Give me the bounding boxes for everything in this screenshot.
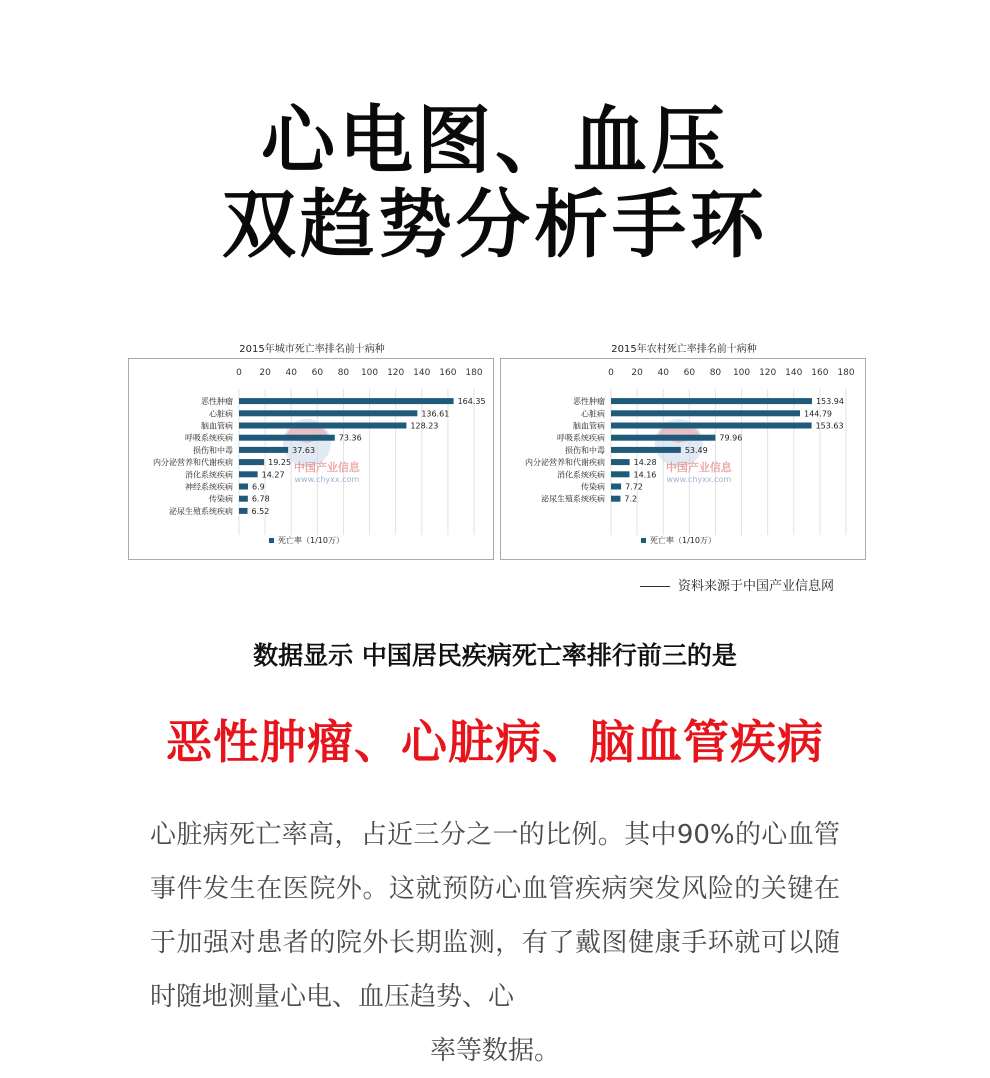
chart-title: 2015年城市死亡率排名前十病种 — [239, 344, 385, 355]
category-label: 损伤和中毒 — [565, 445, 605, 455]
bar — [239, 447, 288, 453]
value-label: 164.35 — [457, 397, 486, 407]
watermark-url: www.chyxx.com — [294, 475, 360, 484]
bar — [611, 459, 630, 465]
x-tick-label: 20 — [631, 368, 643, 378]
bar — [239, 471, 258, 477]
legend-swatch — [269, 538, 274, 543]
value-label: 128.23 — [410, 421, 439, 431]
source-dash — [640, 586, 670, 587]
bar — [239, 484, 248, 490]
bar — [239, 398, 454, 404]
x-tick-label: 120 — [759, 368, 777, 378]
value-label: 79.96 — [719, 433, 743, 443]
value-label: 136.61 — [421, 409, 450, 419]
source-text: 资料来源于中国产业信息网 — [678, 579, 835, 594]
rural-mortality-chart — [500, 336, 868, 562]
section-subtitle: 数据显示 中国居民疾病死亡率排行前三的是 — [253, 641, 737, 670]
watermark-url: www.chyxx.com — [666, 475, 732, 484]
bar — [611, 423, 812, 429]
category-label: 泌尿生殖系统疾病 — [169, 506, 233, 516]
category-label: 恶性肿瘤 — [573, 397, 605, 407]
x-tick-label: 140 — [413, 368, 431, 378]
value-label: 7.2 — [624, 494, 638, 504]
x-tick-label: 120 — [387, 368, 405, 378]
category-label: 心脏病 — [209, 409, 233, 419]
legend-label: 死亡率（1/10万） — [278, 536, 344, 545]
page-title-line-1: 心电图、血压 — [261, 98, 729, 184]
x-tick-label: 0 — [236, 368, 242, 378]
chart-svg — [501, 359, 865, 559]
category-label: 心脏病 — [581, 409, 605, 419]
bar — [239, 435, 335, 441]
value-label: 153.63 — [815, 421, 844, 431]
body-main-text: 心脏病死亡率高，占近三分之一的比例。其中90%的心血管事件发生在医院外。这就预防心血管疾病突发风险的关键在于加强对患者的院外长期监测，有了戴图健康手环就可以随时随地测量心电、血压趋势、心 — [150, 820, 840, 1012]
x-tick-label: 140 — [785, 368, 803, 378]
bar — [611, 447, 681, 453]
category-label: 脑血管病 — [573, 421, 605, 431]
category-label: 呼吸系统疾病 — [185, 433, 233, 443]
value-label: 53.49 — [684, 445, 708, 455]
watermark-name: 中国产业信息 — [293, 461, 360, 474]
value-label: 6.52 — [251, 506, 270, 516]
x-tick-label: 40 — [285, 368, 297, 378]
data-source-note — [640, 575, 870, 594]
bar — [611, 398, 812, 404]
bar — [611, 484, 621, 490]
x-tick-label: 20 — [259, 368, 271, 378]
value-label: 144.79 — [804, 409, 833, 419]
value-label: 7.72 — [625, 482, 643, 492]
category-label: 传染病 — [581, 482, 605, 492]
chart-plot-box — [128, 358, 494, 560]
category-label: 泌尿生殖系统疾病 — [541, 494, 605, 504]
category-label: 传染病 — [209, 494, 233, 504]
chart-plot-box — [500, 358, 866, 560]
category-label: 恶性肿瘤 — [201, 397, 233, 407]
chart-svg — [129, 359, 493, 559]
value-label: 19.25 — [268, 458, 292, 468]
value-label: 6.78 — [251, 494, 270, 504]
x-tick-label: 0 — [608, 368, 614, 378]
category-label: 内分泌营养和代谢疾病 — [525, 458, 605, 468]
x-tick-label: 80 — [709, 368, 722, 378]
bar — [611, 435, 715, 441]
legend-swatch — [641, 538, 646, 543]
value-label: 14.28 — [633, 458, 657, 468]
bar — [611, 496, 620, 502]
value-label: 73.36 — [338, 433, 362, 443]
urban-mortality-chart — [128, 336, 496, 562]
bar — [239, 410, 417, 416]
legend-label: 死亡率（1/10万） — [650, 536, 716, 545]
x-tick-label: 40 — [657, 368, 669, 378]
body-last-line: 率等数据。 — [429, 1036, 560, 1066]
category-label: 内分泌营养和代谢疾病 — [153, 458, 233, 468]
category-label: 神经系统疾病 — [185, 482, 233, 492]
bar — [239, 423, 406, 429]
value-label: 6.9 — [252, 482, 265, 492]
x-tick-label: 100 — [360, 368, 379, 378]
bar — [239, 459, 264, 465]
value-label: 14.27 — [261, 470, 285, 480]
body-paragraph — [150, 808, 840, 1078]
x-tick-label: 100 — [732, 368, 751, 378]
chart-title: 2015年农村死亡率排名前十病种 — [611, 344, 757, 355]
category-label: 消化系统疾病 — [557, 470, 605, 480]
category-label: 脑血管病 — [201, 421, 233, 431]
category-label: 消化系统疾病 — [185, 470, 233, 480]
x-tick-label: 180 — [465, 368, 483, 378]
x-tick-label: 180 — [837, 368, 855, 378]
value-label: 14.16 — [633, 470, 657, 480]
bar — [239, 508, 248, 514]
x-tick-label: 160 — [439, 368, 457, 378]
watermark-name: 中国产业信息 — [665, 461, 732, 474]
value-label: 153.94 — [815, 397, 844, 407]
x-tick-label: 60 — [683, 368, 696, 378]
bar — [611, 471, 629, 477]
bar — [611, 410, 800, 416]
category-label: 呼吸系统疾病 — [557, 433, 605, 443]
page-title-line-2: 双趋势分析手环 — [222, 182, 768, 268]
x-tick-label: 60 — [311, 368, 324, 378]
x-tick-label: 80 — [337, 368, 350, 378]
top-three-diseases: 恶性肿瘤、心脏病、脑血管疾病 — [166, 715, 824, 769]
bar — [239, 496, 248, 502]
category-label: 损伤和中毒 — [193, 445, 233, 455]
x-tick-label: 160 — [811, 368, 829, 378]
value-label: 37.63 — [292, 445, 316, 455]
